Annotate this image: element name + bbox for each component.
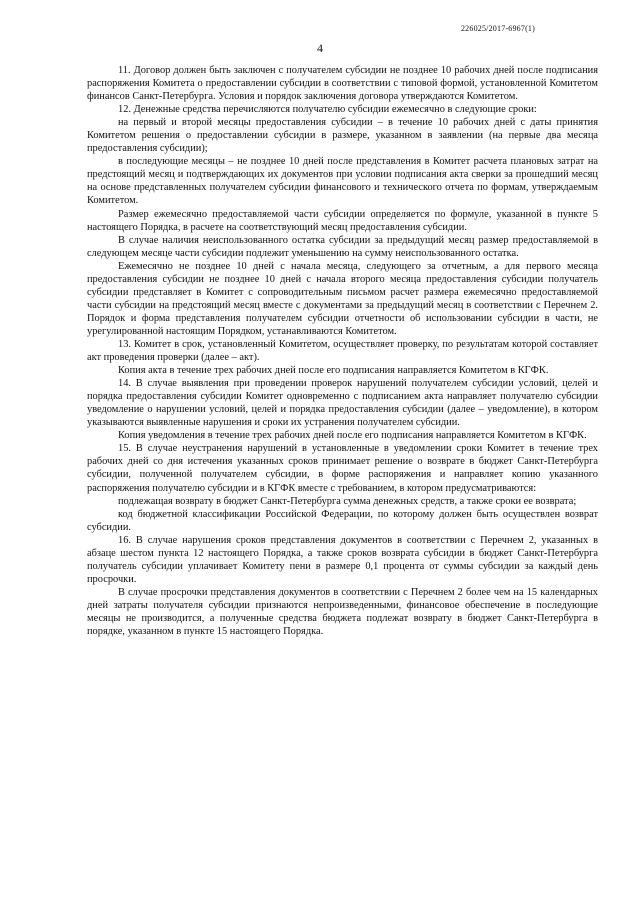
paragraph-12-monthly-reporting: Ежемесячно не позднее 10 дней с начала месяца, следующего за отчетным, а для первого месяца предоставления субсидии не позднее 10 дней с начала второго месяца предоставления субсидии получатель субсидии представляет в Комитет с сопроводительным письмом расчет размера ежемесячно предоставляемой части субсидии на предстоящий месяц вместе с документами за предыдущий месяц в соответствии с Перечнем 2. Порядок и форма представления получателем субсидии отчетности об использовании субсидии в части, не урегулированной настоящим Порядком, устанавливаются Комитетом. [87,260,598,337]
paragraph-12-first-months: на первый и второй месяцы предоставления субсидии – в течение 10 рабочих дней с даты принятия Комитетом решения о предоставлении субсидии в размере, указанном в заявлении (на первые два месяца предоставления субсидии); [87,117,598,155]
paragraph-13: 13. Комитет в срок, установленный Комитетом, осуществляет проверку, по результатам которой составляет акт проведения проверки (далее – акт). [87,338,598,364]
paragraph-16-delay: В случае просрочки представления документов в соответствии с Перечнем 2 более чем на 15 календарных дней затраты получателя субсидии признаются непроизведенными, финансовое обеспечение в последующие месяцы не производится, а полученные средства бюджета подлежат возврату в бюджет Санкт-Петербурга в порядке, указанном в пункте 15 настоящего Порядка. [87,586,598,638]
paragraph-15-amount: подлежащая возврату в бюджет Санкт-Петербурга сумма денежных средств, а также сроки ее возврата; [118,495,577,507]
paragraph-14: 14. В случае выявления при проведении проверок нарушений получателем субсидии условий, целей и порядка предоставления субсидии Комитет одновременно с подписанием акта направляет получателю субсидии уведомление о нарушении условий, целей и порядка предоставления субсидии (далее – уведомление), в котором указываются выявленные нарушения и сроки их устранения получателем субсидии. [87,378,598,429]
document-code: 226025/2017-6967(1) [460,24,535,33]
paragraph-12-unused-balance: В случае наличия неиспользованного остатка субсидии за предыдущий месяц размер предоставляемой в следующем месяце части субсидии подлежит уменьшению на сумму неиспользованного остатка. [87,234,598,259]
paragraph-15-budget-code: код бюджетной классификации Российской Федерации, по которому должен быть осуществлен возврат субсидии. [87,508,598,533]
document-body [87,64,598,638]
paragraph-13-act-copy: Копия акта в течение трех рабочих дней после его подписания направляется Комитетом в КГФК. [118,365,549,377]
paragraph-16: 16. В случае нарушения сроков представления документов в соответствии с Перечнем 2, указанных в абзаце шестом пункта 12 настоящего Порядка, а также сроков возврата субсидии в бюджет Санкт-Петербурга получатель субсидии уплачивает Комитету пени в размере 0,1 процента от суммы субсидии за каждый день просрочки. [87,534,598,585]
paragraph-14-notice-copy: Копия уведомления в течение трех рабочих дней после его подписания направляется Комитетом в КГФК. [118,430,587,442]
paragraph-12-next-months: в последующие месяцы – не позднее 10 дней после представления в Комитет расчета плановых затрат на предстоящий месяц и подтверждающих их документов при условии подписания акта сверки за прошедший месяц на основе представленных получателем субсидии финансового и технического отчета по формам, утверждаемым Комитетом. [87,156,598,207]
paragraph-11: 11. Договор должен быть заключен с получателем субсидии не позднее 10 рабочих дней после подписания распоряжения Комитета о предоставлении субсидии в соответствии с типовой формой, установленной Комитетом финансов Санкт-Петербурга. Условия и порядок заключения договора утверждаются Комитетом. [87,65,598,103]
paragraph-12: 12. Денежные средства перечисляются получателю субсидии ежемесячно в следующие сроки: [118,104,537,116]
paragraph-15: 15. В случае неустранения нарушений в установленные в уведомлении сроки Комитет в течение трех рабочих дней со дня истечения указанных сроков принимает решение о возврате в бюджет Санкт-Петербурга субсидии, полученной получателем субсидии, в форме распоряжения и направляет копию указанного распоряжения получателю субсидии и в КГФК вместе с требованием, в котором предусматриваются: [87,443,598,494]
page-number: 4 [317,41,323,55]
paragraph-12-monthly-size: Размер ежемесячно предоставляемой части субсидии определяется по формуле, указанной в пункте 5 настоящего Порядка, в расчете на соответствующий месяц предоставления субсидии. [87,208,598,233]
